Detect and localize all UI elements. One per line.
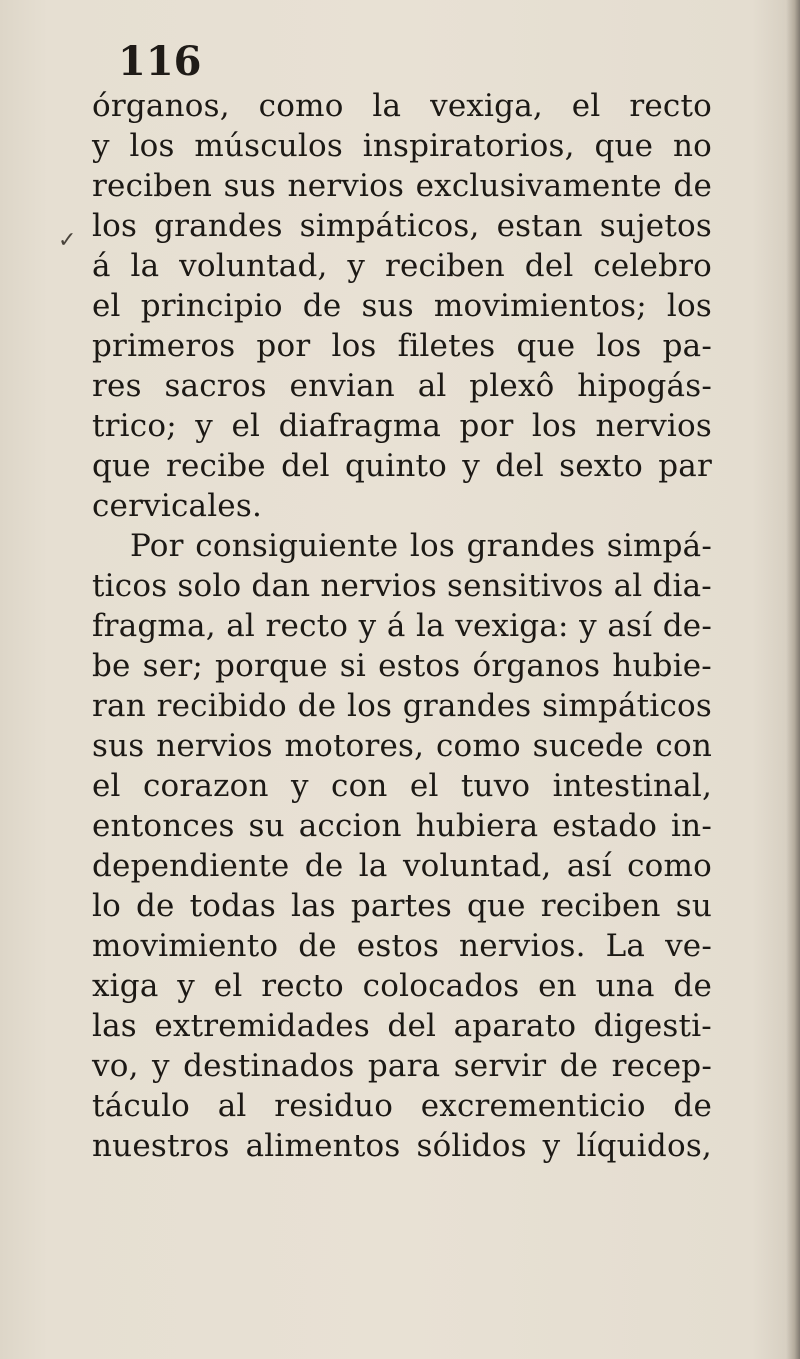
text-line: fragma, al recto y á la vexiga: y así de- [92,608,712,644]
text-line: movimiento de estos nervios. La ve- [92,928,712,964]
text-line: reciben sus nervios exclusivamente de [92,168,712,204]
text-line: que recibe del quinto y del sexto par [92,448,712,484]
text-line: el principio de sus movimientos; los [92,288,712,324]
text-line: entonces su accion hubiera estado in- [92,808,712,844]
text-line: vo, y destinados para servir de recep- [92,1048,712,1084]
text-line: los grandes simpáticos, estan sujetos [92,208,712,244]
text-line: xiga y el recto colocados en una de [92,968,712,1004]
text-line: las extremidades del aparato digesti- [92,1008,712,1044]
text-line: res sacros envian al plexô hipogás- [92,368,712,404]
text-line: be ser; porque si estos órganos hubie- [92,648,712,684]
text-line: el corazon y con el tuvo intestinal, [92,768,712,804]
text-line: Por consiguiente los grandes simpá- [130,528,712,564]
text-line: táculo al residuo excrementicio de [92,1088,712,1124]
text-line: primeros por los filetes que los pa- [92,328,712,364]
text-line: y los músculos inspiratorios, que no [92,128,712,164]
text-line: trico; y el diafragma por los nervios [92,408,712,444]
text-line: cervicales. [92,488,263,524]
text-line: ran recibido de los grandes simpáticos [92,688,712,724]
text-line: ticos solo dan nervios sensitivos al dia- [92,568,712,604]
text-line: sus nervios motores, como sucede con [92,728,712,764]
text-line: lo de todas las partes que reciben su [92,888,712,924]
text-line: órganos, como la vexiga, el recto [92,88,712,124]
text-line: á la voluntad, y reciben del celebro [92,248,712,284]
margin-mark: ✓ [58,228,77,253]
text-line: dependiente de la voluntad, así como [92,848,712,884]
page-number: 116 [118,38,202,85]
text-line: nuestros alimentos sólidos y líquidos, [92,1128,712,1164]
